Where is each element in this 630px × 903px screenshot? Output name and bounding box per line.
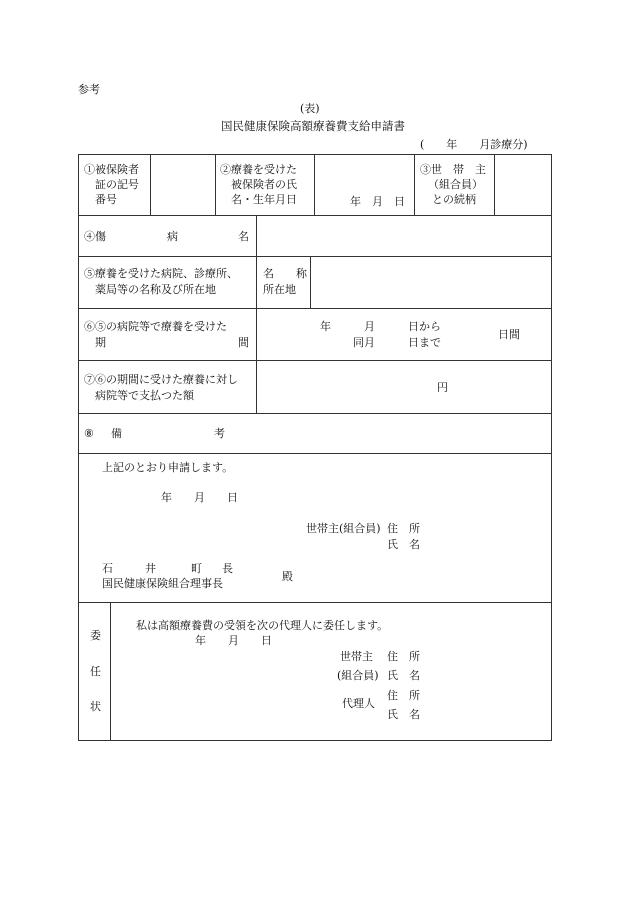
proxy-date[interactable]: 年 月 日 (195, 634, 272, 647)
name-label: 氏 名 (387, 538, 420, 551)
hospital-field[interactable] (314, 260, 548, 304)
days-unit: 日間 (498, 328, 520, 341)
relation-label: （組合員） (428, 178, 483, 191)
payment-label: 病院等で支払つた額 (84, 389, 194, 402)
period-to-field[interactable]: 同月 日まで (353, 336, 441, 349)
period-label: 期 (84, 336, 106, 349)
declaration-date[interactable]: 年 月 日 (161, 491, 238, 504)
relation-field[interactable] (496, 158, 550, 214)
proxy-member-label: (組合員) (337, 669, 379, 682)
form-title: 国民健康保険高額療養費支給申請書 (221, 119, 405, 133)
period-label: ⑥⑤の病院等で療養を受けた (84, 320, 227, 333)
insured-number-label: ①被保険者 (84, 163, 139, 176)
hospital-label: ⑤療養を受けた病院、診療所、 (84, 267, 238, 280)
insured-number-label: 番号 (84, 193, 117, 206)
column-divider (215, 154, 216, 215)
payment-label: ⑦⑥の期間に受けた療養に対し (84, 373, 238, 386)
remarks-label: 備 (111, 427, 122, 440)
patient-label: 名・生年月日 (220, 193, 297, 206)
row-divider (78, 308, 552, 309)
declaration-statement: 上記のとおり申請します。 (102, 461, 234, 474)
proxy-address-label: 住 所 (387, 650, 420, 663)
proxy-name-label: 氏 名 (387, 669, 420, 682)
column-divider (414, 154, 415, 215)
column-divider (256, 215, 257, 413)
illness-field[interactable] (260, 219, 548, 253)
patient-label: ②療養を受けた (220, 163, 297, 176)
illness-label: 名 (238, 230, 249, 243)
patient-label: 被保険者の氏 (220, 178, 297, 191)
proxy-title-char: 委 (90, 629, 101, 642)
mayor-line: 長 (222, 562, 233, 575)
illness-label: ④傷 (84, 230, 106, 243)
agent-label: 代理人 (342, 697, 375, 710)
head-label: 世帯主(組合員) (306, 522, 381, 535)
column-divider (150, 154, 151, 215)
hospital-name-label: 名 称 (263, 267, 307, 280)
insured-number-field[interactable] (152, 158, 214, 214)
period-label: 間 (238, 336, 249, 349)
remarks-label: ⑧ (84, 427, 94, 440)
proxy-statement: 私は高額療養費の受領を次の代理人に委任します。 (136, 619, 389, 632)
proxy-title-char: 任 (90, 665, 101, 678)
row-divider (78, 453, 552, 454)
union-line: 国民健康保険組合理事長 (102, 577, 223, 590)
mayor-line: 町 (191, 562, 202, 575)
mayor-line: 石 (102, 562, 113, 575)
row-divider (78, 413, 552, 414)
treatment-period: ( 年 月診療分) (420, 138, 528, 151)
relation-label: との続柄 (432, 193, 476, 206)
row-divider (78, 360, 552, 361)
agent-name-label: 氏 名 (387, 708, 420, 721)
agent-address-label: 住 所 (387, 689, 420, 702)
birth-date-field[interactable]: 年 月 日 (350, 195, 405, 208)
column-divider (314, 154, 315, 215)
remarks-label: 考 (214, 427, 225, 440)
row-divider (78, 602, 552, 603)
yen-unit: 円 (437, 381, 448, 394)
row-divider (78, 215, 552, 216)
insured-number-label: 証の記号 (84, 178, 139, 191)
period-from-field[interactable]: 年 月 日から (320, 320, 441, 333)
column-divider (110, 602, 111, 741)
table-mark: (表) (300, 102, 320, 115)
column-divider (494, 154, 495, 215)
proxy-head-label: 世帯主 (340, 650, 373, 663)
proxy-title-char: 状 (90, 700, 101, 713)
hospital-address-label: 所在地 (263, 283, 296, 296)
honorific: 殿 (282, 570, 293, 583)
address-label: 住 所 (387, 522, 420, 535)
mayor-line: 井 (145, 562, 156, 575)
relation-label: ③世 帯 主 (420, 163, 486, 176)
illness-label: 病 (167, 230, 178, 243)
row-divider (78, 256, 552, 257)
payment-field[interactable] (260, 364, 430, 409)
reference-label: 参考 (78, 83, 100, 96)
column-divider (310, 256, 311, 308)
hospital-label: 薬局等の名称及び所在地 (84, 283, 216, 296)
